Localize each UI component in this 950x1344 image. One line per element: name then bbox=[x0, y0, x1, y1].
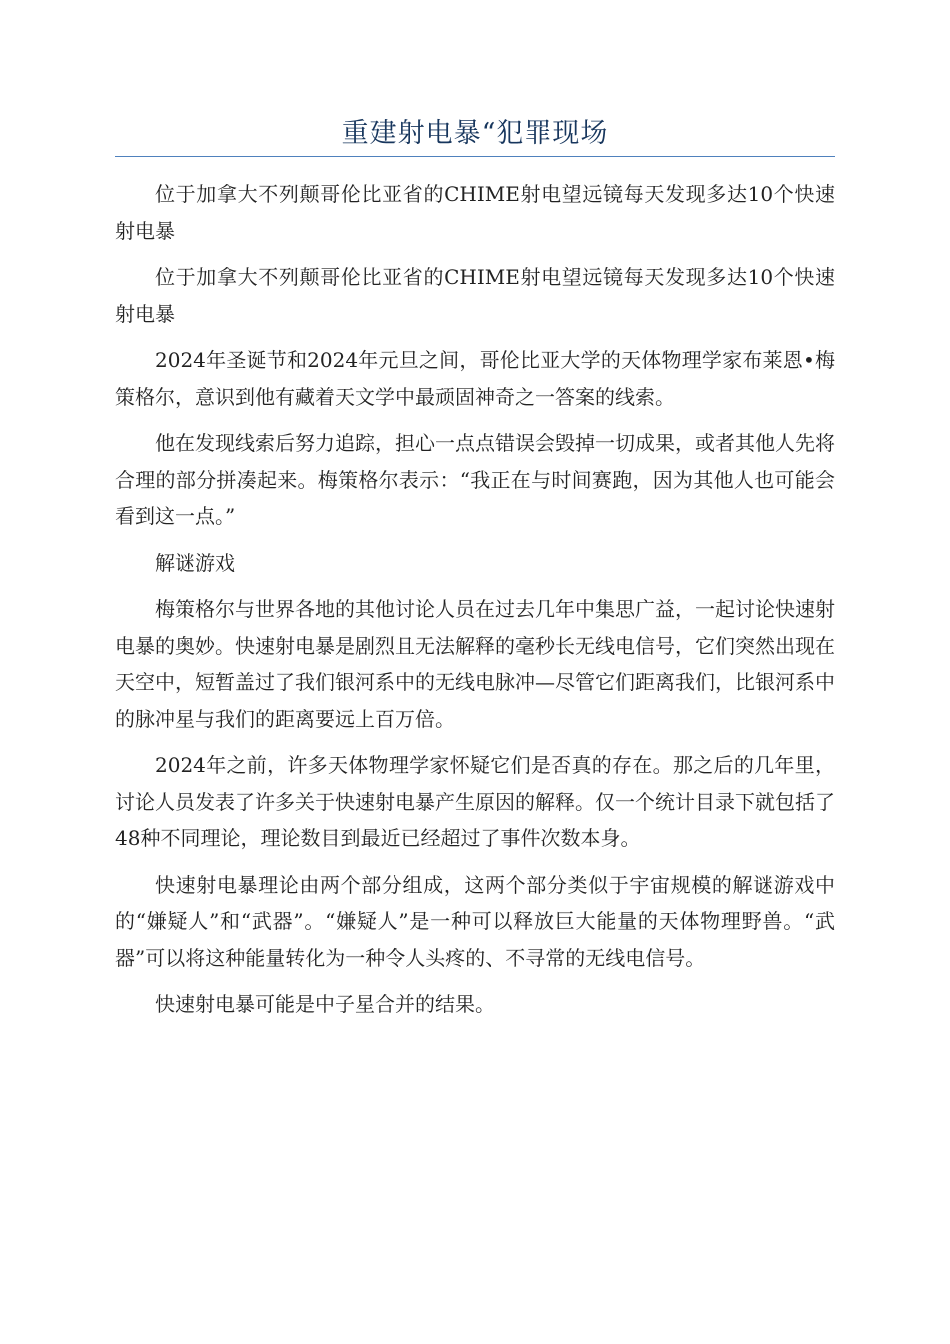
paragraph-subtitle-1: 位于加拿大不列颠哥伦比亚省的CHIME射电望远镜每天发现多达10个快速射电暴 bbox=[115, 182, 835, 243]
paragraph-history: 2024年之前，许多天体物理学家怀疑它们是否真的存在。那之后的几年里，讨论人员发表了许多关于快速射电暴产生原因的解释。仅一个统计目录下就包括了48种不同理论，理论数目到最近已经超过了事件次数本身。 bbox=[115, 753, 835, 850]
paragraph-theory: 快速射电暴理论由两个部分组成，这两个部分类似于宇宙规模的解谜游戏中的“嫌疑人”和“武器”。“嫌疑人”是一种可以释放巨大能量的天体物理野兽。“武器”可以将这种能量转化为一种令人头疼的、不寻常的无线电信号。 bbox=[115, 872, 835, 970]
paragraph-intro: 2024年圣诞节和2024年元旦之间，哥伦比亚大学的天体物理学家布莱恩•梅策格尔，意识到他有藏着天文学中最顽固神奇之一答案的线索。 bbox=[115, 348, 835, 409]
section-heading-puzzle: 解谜游戏 bbox=[155, 550, 235, 575]
paragraph-quote: 他在发现线索后努力追踪，担心一点点错误会毁掉一切成果，或者其他人先将合理的部分拼凑起来。梅策格尔表示：“我正在与时间赛跑，因为其他人也可能会看到这一点。” bbox=[115, 431, 835, 528]
paragraph-frb-description: 梅策格尔与世界各地的其他讨论人员在过去几年中集思广益，一起讨论快速射电暴的奥妙。快速射电暴是剧烈且无法解释的毫秒长无线电信号，它们突然出现在天空中，短暂盖过了我们银河系中的无线电脉冲—尽管它们距离我们，比银河系中的脉冲星与我们的距离要远上百万倍。 bbox=[115, 597, 835, 731]
page-title: 重建射电暴“犯罪现场 bbox=[341, 118, 609, 149]
paragraph-neutron-star: 快速射电暴可能是中子星合并的结果。 bbox=[155, 992, 495, 1016]
paragraph-subtitle-2: 位于加拿大不列颠哥伦比亚省的CHIME射电望远镜每天发现多达10个快速射电暴 bbox=[115, 265, 835, 326]
title-block bbox=[115, 112, 835, 157]
article-body bbox=[115, 176, 835, 1033]
